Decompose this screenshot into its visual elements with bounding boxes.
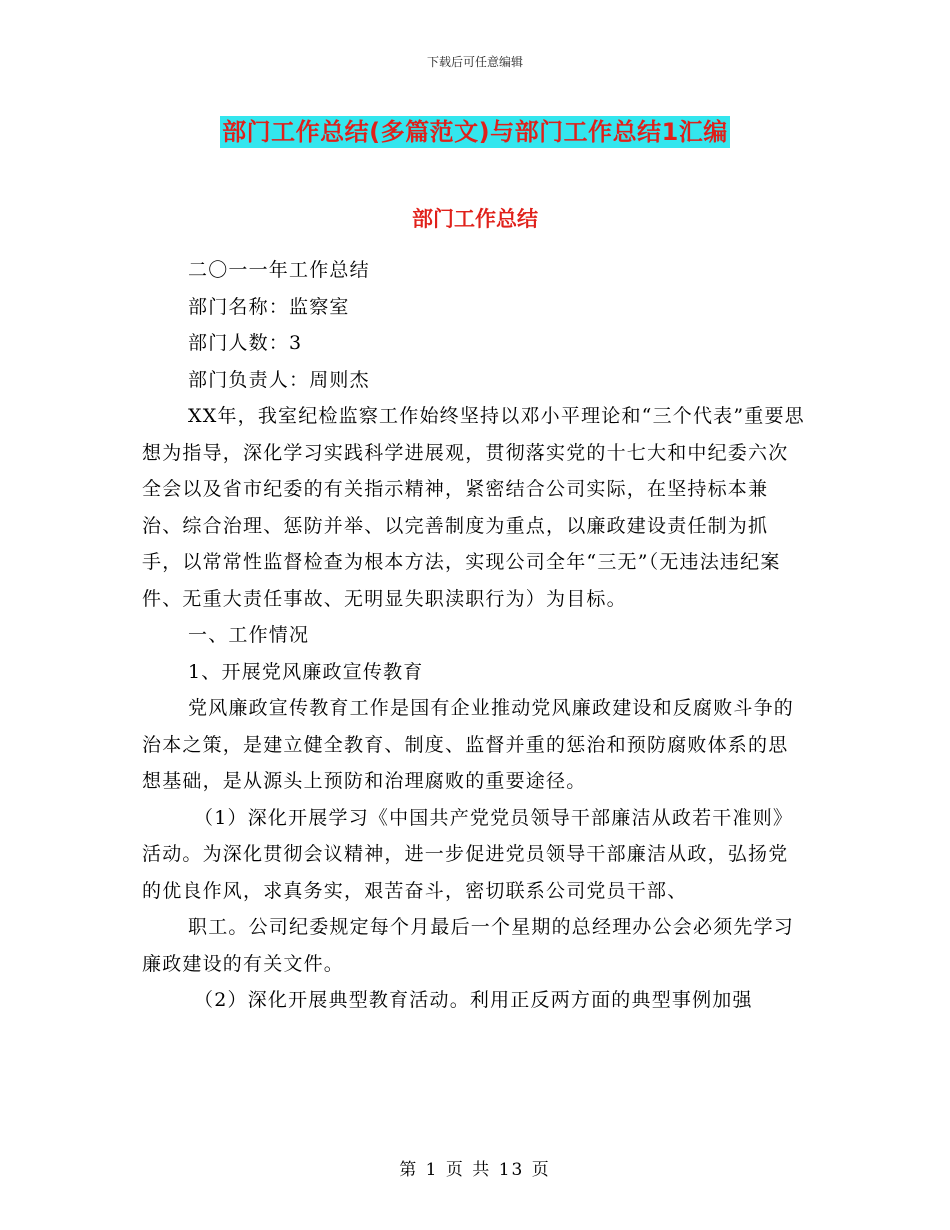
section-title: 部门工作总结 (412, 207, 538, 231)
intro-paragraph: XX年，我室纪检监察工作始终坚持以邓小平理论和“三个代表”重要思想为指导，深化学习实践科学进展观，贯彻落实党的十七大和中纪委六次全会以及省市纪委的有关指示精神，紧密结合公司实际，在坚持标本兼治、综合治理、惩防并举、以完善制度为重点，以廉政建设责任制为抓手，以常常性监督检查为根本方法，实现公司全年“三无”（无违法违纪案件、无重大责任事故、无明显失职渎职行为）为目标。 (142, 405, 805, 610)
item-heading: 1、开展党风廉政宣传教育 (188, 660, 424, 683)
dept-name-line: 部门名称：监察室 (188, 295, 350, 318)
paragraph: 职工。公司纪委规定每个月最后一个星期的总经理办公会必须先学习廉政建设的有关文件。 (142, 916, 795, 975)
dept-count-line: 部门人数：3 (188, 332, 303, 354)
dept-head-line: 部门负责人：周则杰 (188, 368, 370, 391)
document-body (142, 252, 807, 1019)
paragraph: （1）深化开展学习《中国共产党党员领导干部廉洁从政若干准则》活动。为深化贯彻会议精神，进一步促进党员领导干部廉洁从政，弘扬党的优良作风，求真务实，艰苦奋斗，密切联系公司党员干部、 (142, 806, 794, 902)
main-title-text: 部门工作总结(多篇范文)与部门工作总结1汇编 (222, 118, 728, 146)
section-heading: 一、工作情况 (188, 624, 310, 646)
header-note: 下载后可任意编辑 (426, 55, 523, 69)
page-footer: 第 1 页 共 13 页 (399, 1160, 551, 1180)
year-summary-line: 二〇一一年工作总结 (188, 259, 370, 281)
paragraph: （2）深化开展典型教育活动。利用正反两方面的典型事例加强 (194, 989, 753, 1011)
document-main-title (0, 112, 950, 147)
paragraph: 党风廉政宣传教育工作是国有企业推动党风廉政建设和反腐败斗争的治本之策，是建立健全教育、制度、监督并重的惩治和预防腐败体系的思想基础，是从源头上预防和治理腐败的重要途径。 (142, 697, 795, 792)
